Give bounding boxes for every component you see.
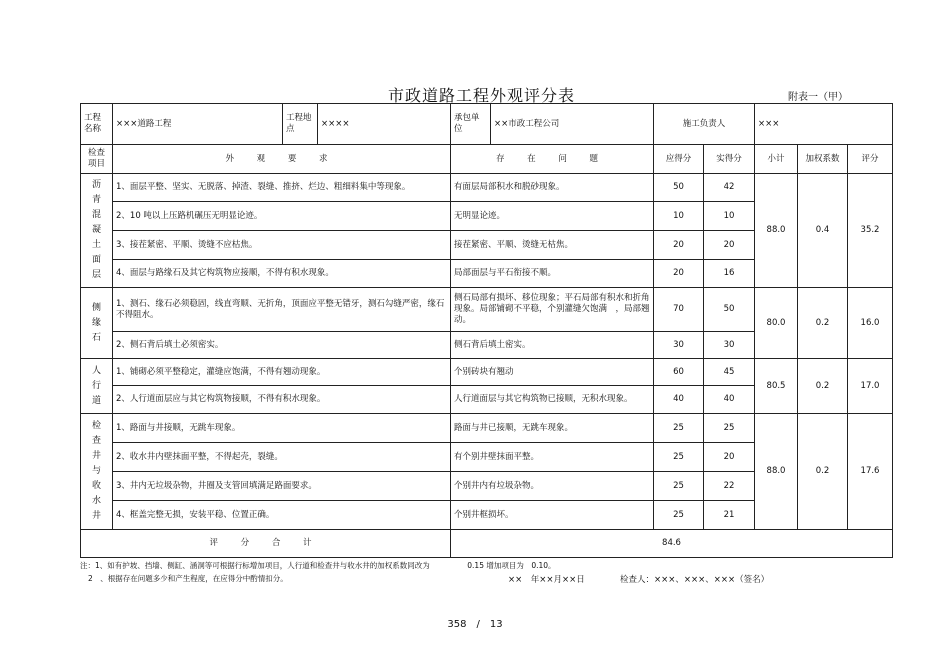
expected-cell: 25: [654, 443, 704, 472]
subtotal-cell: 88.0: [755, 414, 798, 530]
expected-cell: 25: [654, 414, 704, 443]
subtotal-cell: 88.0: [755, 174, 798, 288]
requirement-cell: 2、10 吨以上压路机碾压无明显论迹。: [113, 202, 451, 231]
issue-cell: 有面层局部积水和脱砂现象。: [451, 174, 654, 202]
subtotal-cell: 80.0: [755, 288, 798, 359]
inspection-date: ×× 年××月××日: [508, 575, 585, 585]
actual-cell: 30: [704, 332, 755, 359]
requirement-cell: 3、接茬紧密、平顺、烫缝不应枯焦。: [113, 231, 451, 260]
requirement-cell: 1、路面与井接顺，无跳车现象。: [113, 414, 451, 443]
issue-cell: 个别井内有垃圾杂物。: [451, 472, 654, 501]
issue-cell: 人行道面层与其它构筑物已接顺，无积水现象。: [451, 386, 654, 414]
expected-cell: 60: [654, 359, 704, 386]
inspector-signature: 检查人：×××、×××、×××（签名）: [620, 575, 770, 585]
contractor-value: ××市政工程公司: [491, 104, 654, 145]
issue-cell: 接茬紧密、平顺、烫缝无枯焦。: [451, 231, 654, 260]
weight-cell: 0.2: [798, 288, 848, 359]
col-weight: 加权系数: [798, 145, 848, 174]
total-row: [81, 530, 893, 558]
issue-cell: 侧石背后填土密实。: [451, 332, 654, 359]
col-score: 评分: [848, 145, 893, 174]
page-number: 358 / 13: [447, 619, 503, 630]
requirement-cell: 4、面层与路缘石及其它构筑物应接顺，不得有积水现象。: [113, 260, 451, 288]
requirement-cell: 4、框盖完整无损，安装平稳、位置正确。: [113, 501, 451, 530]
col-subtotal: 小计: [755, 145, 798, 174]
issue-cell: 个别井框损坏。: [451, 501, 654, 530]
col-actual: 实得分: [704, 145, 755, 174]
requirement-cell: 1、测石、缘石必须稳固，线直弯顺、无折角，顶面应平整无错牙，测石勾缝严密，缘石不得阻水。: [113, 288, 451, 332]
project-name-label: 工程名称: [81, 104, 113, 145]
contractor-label: 承包单位: [451, 104, 491, 145]
col-requirement: 外 观 要 求: [113, 145, 451, 174]
note-1: 注：1、如有护坡、挡墙、侧缸、涵洞等可根据行标增加项目，人行道和检查井与收水井的加权系数同改为 0.15 增加项目为 0.10。: [80, 561, 556, 570]
actual-cell: 45: [704, 359, 755, 386]
expected-cell: 50: [654, 174, 704, 202]
actual-cell: 50: [704, 288, 755, 332]
table-row: [81, 288, 893, 332]
group-name: 检查井与收水井: [81, 414, 113, 530]
group-name: 沥青混凝土面层: [81, 174, 113, 288]
issue-cell: 路面与井已接顺，无跳车现象。: [451, 414, 654, 443]
score-cell: 16.0: [848, 288, 893, 359]
actual-cell: 20: [704, 443, 755, 472]
group-name: 侧缘石: [81, 288, 113, 359]
requirement-cell: 1、铺砌必须平整稳定，灌缝应饱满，不得有翘动现象。: [113, 359, 451, 386]
subtotal-cell: 80.5: [755, 359, 798, 414]
expected-cell: 25: [654, 501, 704, 530]
score-table: [80, 103, 893, 558]
header-info-row: [81, 104, 893, 145]
project-name-value: ×××道路工程: [113, 104, 283, 145]
note-2: 2 、根据存在问题多少和产生程度，在应得分中酌情扣分。: [88, 574, 288, 583]
weight-cell: 0.2: [798, 414, 848, 530]
location-label: 工程地点: [283, 104, 318, 145]
actual-cell: 40: [704, 386, 755, 414]
expected-cell: 40: [654, 386, 704, 414]
requirement-cell: 2、侧石背后填土必须密实。: [113, 332, 451, 359]
weight-cell: 0.4: [798, 174, 848, 288]
actual-cell: 16: [704, 260, 755, 288]
total-label: 评 分 合 计: [81, 530, 451, 558]
manager-label: 施工负责人: [654, 104, 755, 145]
issue-cell: 局部面层与平石衔接不顺。: [451, 260, 654, 288]
location-value: ××××: [318, 104, 451, 145]
col-item: 检查项目: [81, 145, 113, 174]
expected-cell: 20: [654, 260, 704, 288]
actual-cell: 22: [704, 472, 755, 501]
score-cell: 35.2: [848, 174, 893, 288]
issue-cell: 个别砖块有翘动: [451, 359, 654, 386]
expected-cell: 10: [654, 202, 704, 231]
issue-cell: 无明显论迹。: [451, 202, 654, 231]
col-expected: 应得分: [654, 145, 704, 174]
expected-cell: 30: [654, 332, 704, 359]
requirement-cell: 2、人行道面层应与其它构筑物接顺，不得有积水现象。: [113, 386, 451, 414]
total-value: 84.6: [451, 530, 893, 558]
score-cell: 17.6: [848, 414, 893, 530]
issue-cell: 有个别井壁抹面平整。: [451, 443, 654, 472]
column-header-row: [81, 145, 893, 174]
table-row: [81, 174, 893, 202]
actual-cell: 20: [704, 231, 755, 260]
col-issue: 存 在 问 题: [451, 145, 654, 174]
requirement-cell: 3、井内无垃圾杂物，井圈及支管回填满足路面要求。: [113, 472, 451, 501]
expected-cell: 25: [654, 472, 704, 501]
actual-cell: 21: [704, 501, 755, 530]
table-row: [81, 414, 893, 443]
requirement-cell: 1、面层平整、坚实、无脱落、掉渣、裂缝、推挤、烂边、粗细料集中等现象。: [113, 174, 451, 202]
actual-cell: 10: [704, 202, 755, 231]
actual-cell: 42: [704, 174, 755, 202]
manager-value: ×××: [755, 104, 893, 145]
expected-cell: 70: [654, 288, 704, 332]
requirement-cell: 2、收水井内壁抹面平整，不得起壳，裂缝。: [113, 443, 451, 472]
issue-cell: 侧石局部有损坏、移位现象；平石局部有积水和折角现象。局部铺砌不平稳，个别灌缝欠饱满 ，局部翘动。: [451, 288, 654, 332]
actual-cell: 25: [704, 414, 755, 443]
page-title: 市政道路工程外观评分表: [388, 86, 576, 105]
table-row: [81, 359, 893, 386]
group-name: 人行道: [81, 359, 113, 414]
appendix-label: 附表一（甲）: [788, 92, 848, 103]
expected-cell: 20: [654, 231, 704, 260]
weight-cell: 0.2: [798, 359, 848, 414]
score-cell: 17.0: [848, 359, 893, 414]
